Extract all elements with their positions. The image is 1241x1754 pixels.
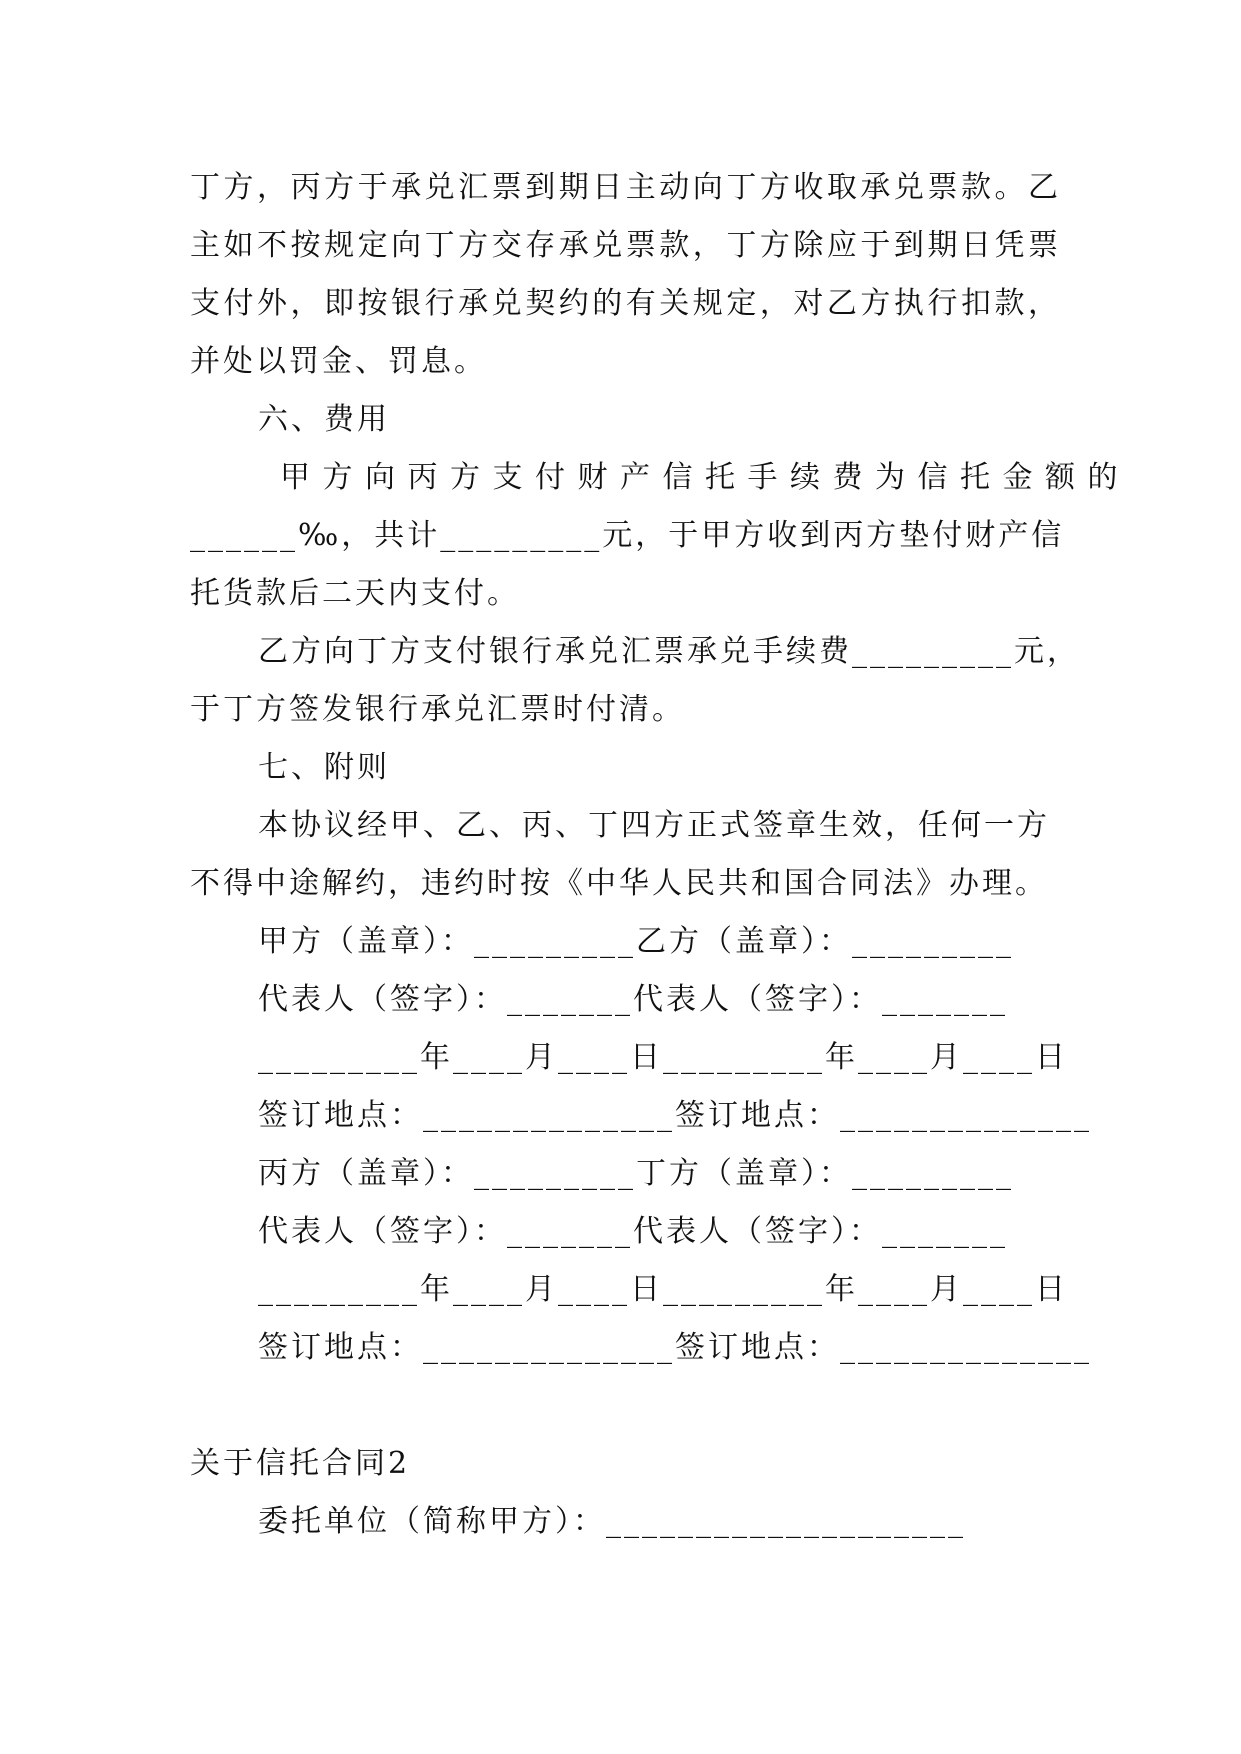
paragraph-line: 委托单位（简称甲方）：____________________ bbox=[258, 1504, 966, 1539]
signature-line: 甲方（盖章）：_________乙方（盖章）：_________ bbox=[258, 924, 1014, 959]
paragraph-line: 不得中途解约，违约时按《中华人民共和国合同法》办理。 bbox=[190, 866, 1048, 901]
location-line: 签订地点：______________签订地点：______________ bbox=[258, 1098, 1092, 1133]
paragraph-line: 乙方向丁方支付银行承兑汇票承兑手续费_________元， bbox=[258, 634, 1080, 669]
date-line: _________年____月____日_________年____月____日 bbox=[258, 1040, 1068, 1075]
paragraph-line: 主如不按规定向丁方交存承兑票款，丁方除应于到期日凭票 bbox=[190, 228, 1060, 263]
paragraph-line: 丁方，丙方于承兑汇票到期日主动向丁方收取承兑票款。乙 bbox=[190, 170, 1060, 205]
signature-line: 丙方（盖章）：_________丁方（盖章）：_________ bbox=[258, 1156, 1014, 1191]
paragraph-line: 支付外，即按银行承兑契约的有关规定，对乙方执行扣款， bbox=[190, 286, 1060, 321]
paragraph-line: 并处以罚金、罚息。 bbox=[190, 344, 487, 379]
date-line: _________年____月____日_________年____月____日 bbox=[258, 1272, 1068, 1307]
section-heading-fees: 六、费用 bbox=[258, 402, 390, 437]
paragraph-line: 于丁方签发银行承兑汇票时付清。 bbox=[190, 692, 685, 727]
paragraph-line: 本协议经甲、乙、丙、丁四方正式签章生效，任何一方 bbox=[258, 808, 1050, 843]
location-line: 签订地点：______________签订地点：______________ bbox=[258, 1330, 1092, 1365]
paragraph-line: ______‰，共计_________元，于甲方收到丙方垫付财产信 bbox=[190, 518, 1065, 553]
document-title: 关于信托合同2 bbox=[190, 1446, 411, 1481]
paragraph-line: 托货款后二天内支付。 bbox=[190, 576, 520, 611]
signature-line: 代表人（签字）：_______代表人（签字）：_______ bbox=[258, 982, 1008, 1017]
paragraph-line: 甲方向丙方支付财产信托手续费为信托金额的 bbox=[258, 460, 1131, 495]
signature-line: 代表人（签字）：_______代表人（签字）：_______ bbox=[258, 1214, 1008, 1249]
section-heading-appendix: 七、附则 bbox=[258, 750, 390, 785]
